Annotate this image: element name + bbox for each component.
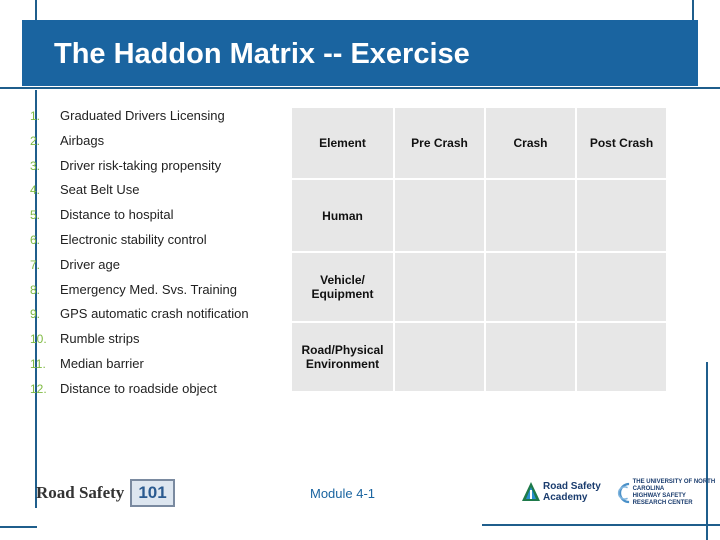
list-item-text: Rumble strips	[60, 331, 140, 347]
table-cell[interactable]	[394, 322, 485, 392]
list-item	[30, 178, 285, 203]
list-number: 6.	[30, 232, 41, 247]
header-cell: Post Crash	[576, 107, 667, 179]
list-item	[30, 278, 285, 303]
frame-line	[0, 87, 720, 89]
exercise-list	[30, 104, 285, 402]
list-number: 8.	[30, 282, 41, 297]
list-number: 12.	[30, 381, 47, 396]
row-label: Road/Physical Environment	[291, 322, 394, 392]
list-item	[30, 154, 285, 179]
list-number: 10.	[30, 332, 47, 347]
list-number: 3.	[30, 158, 41, 173]
module-label: Module 4-1	[310, 486, 376, 501]
list-item-text: Electronic stability control	[60, 231, 207, 247]
table-cell[interactable]	[576, 252, 667, 322]
hsrc-logo-line2: HIGHWAY SAFETY	[632, 493, 686, 499]
list-item-text: Graduated Drivers Licensing	[60, 108, 225, 123]
list-item-text: Seat Belt Use	[60, 182, 140, 198]
list-item	[30, 203, 285, 228]
list-item	[30, 377, 285, 402]
haddon-matrix-table	[290, 106, 668, 393]
table-row	[291, 179, 667, 252]
list-number: 7.	[30, 257, 41, 272]
header-cell: Pre Crash	[394, 107, 485, 179]
road-safety-101-logo	[36, 478, 175, 508]
slide-title: The Haddon Matrix -- Exercise	[54, 38, 470, 70]
logo-number-badge: 101	[130, 479, 174, 507]
list-item	[30, 302, 285, 327]
list-item-text: Airbags	[60, 132, 105, 148]
list-item	[30, 228, 285, 253]
table-cell[interactable]	[485, 322, 576, 392]
hsrc-logo-line1: THE UNIVERSITY OF NORTH CAROLINA	[632, 479, 716, 492]
table-cell[interactable]	[394, 179, 485, 252]
list-item	[30, 253, 285, 278]
frame-line	[0, 526, 37, 528]
academy-logo-line1: Road Safety	[543, 481, 601, 492]
row-label: Vehicle/ Equipment	[291, 252, 394, 322]
frame-line	[706, 362, 708, 540]
table-cell[interactable]	[485, 179, 576, 252]
table-header-row	[291, 107, 667, 179]
academy-emblem-icon	[521, 481, 541, 503]
hsrc-emblem-icon	[614, 478, 631, 508]
list-number: 4.	[30, 183, 41, 198]
list-number: 2.	[30, 133, 41, 148]
row-label: Human	[291, 179, 394, 252]
list-item-text: Driver age	[60, 256, 120, 272]
table-cell[interactable]	[576, 322, 667, 392]
table-row	[291, 322, 667, 392]
list-item	[30, 352, 285, 377]
title-banner	[22, 20, 698, 86]
frame-line	[482, 524, 720, 526]
list-number: 9.	[30, 307, 41, 322]
list-item-text: Median barrier	[60, 355, 144, 371]
list-number: 11.	[30, 356, 46, 371]
list-number: 5.	[30, 208, 41, 223]
table-cell[interactable]	[576, 179, 667, 252]
academy-logo-line2: Academy	[543, 492, 588, 503]
list-item-text: Emergency Med. Svs. Training	[60, 281, 238, 297]
table-cell[interactable]	[485, 252, 576, 322]
table-cell[interactable]	[394, 252, 485, 322]
hsrc-logo	[614, 478, 720, 508]
header-cell: Element	[291, 107, 394, 179]
header-cell: Crash	[485, 107, 576, 179]
list-number: 1.	[30, 109, 41, 123]
hsrc-logo-line3: RESEARCH CENTER	[632, 500, 693, 506]
list-item-text: Distance to roadside object	[60, 380, 217, 396]
list-item	[30, 104, 285, 129]
list-item	[30, 327, 285, 352]
road-safety-academy-logo	[521, 481, 601, 503]
frame-line	[35, 0, 37, 20]
logo-text: Road Safety	[36, 483, 125, 502]
list-item	[30, 129, 285, 154]
list-item-text: Driver risk-taking propensity	[60, 157, 222, 173]
table-row	[291, 252, 667, 322]
list-item-text: Distance to hospital	[60, 207, 174, 223]
list-item-text: GPS automatic crash notification	[60, 306, 249, 322]
